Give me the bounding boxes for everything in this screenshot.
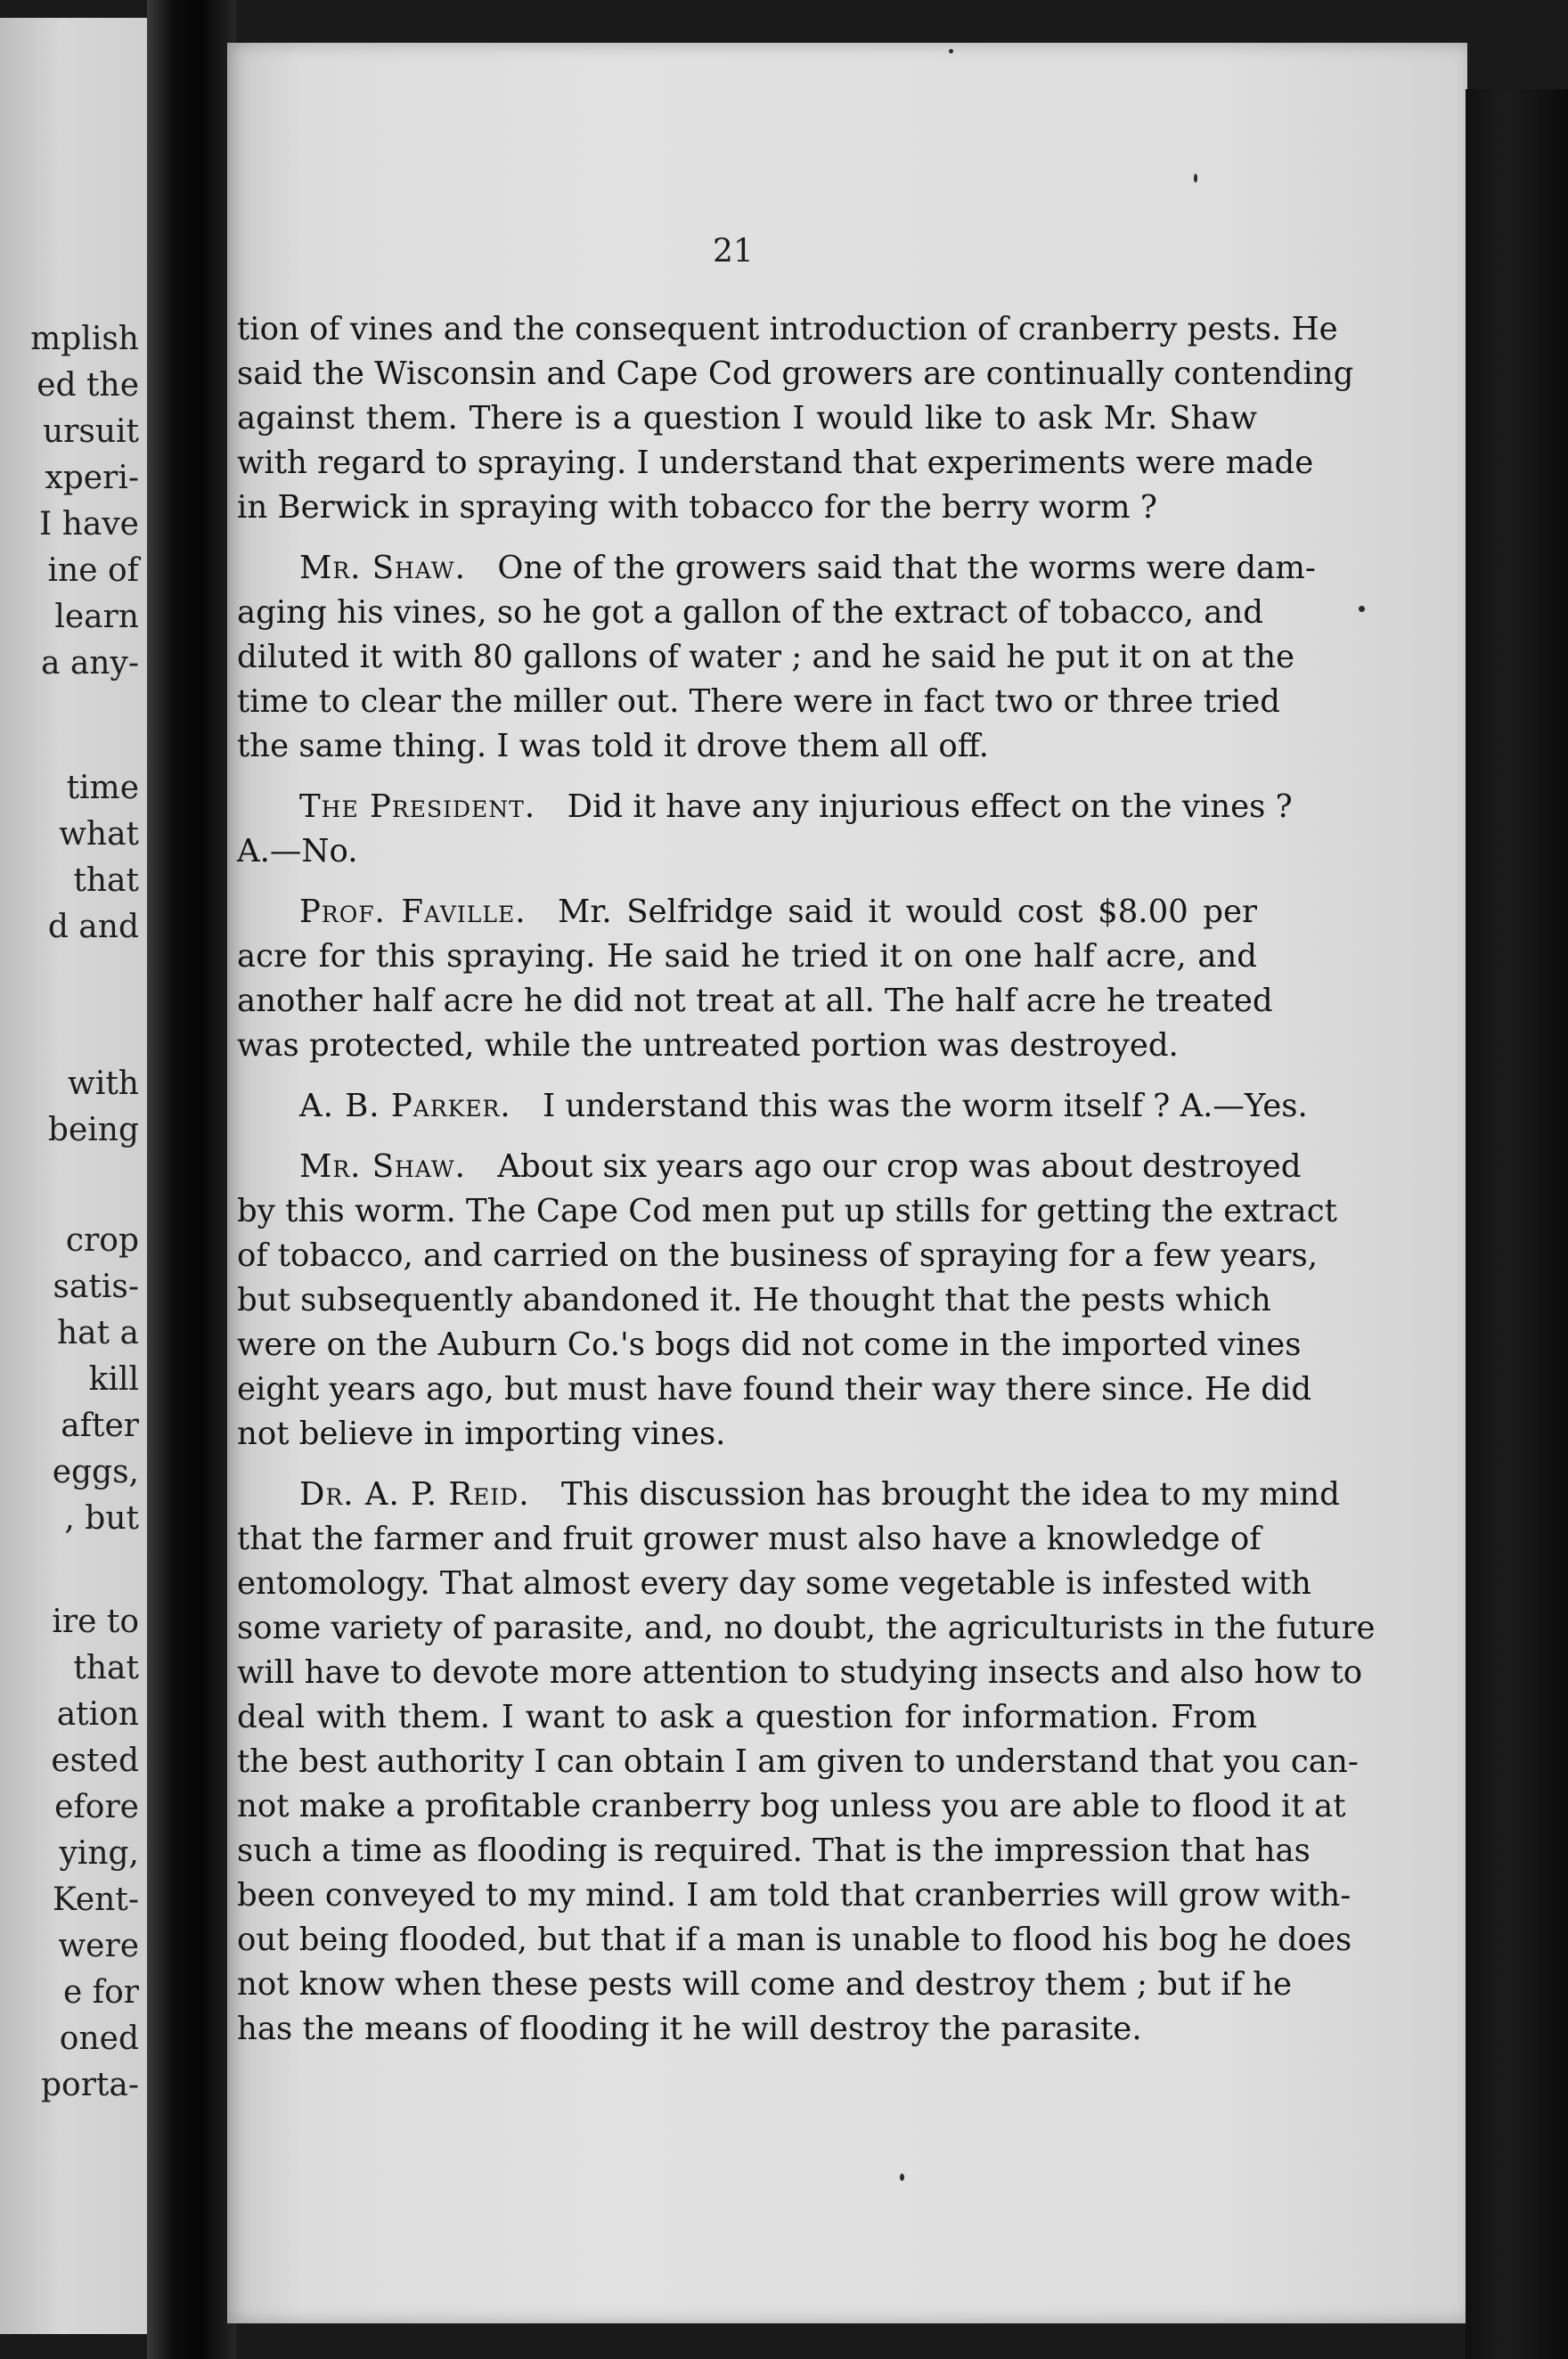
text-line: not know when these pests will come and destroy them ; but if he bbox=[237, 1966, 1292, 2003]
speech-text: One of the growers said that the worms were dam- bbox=[497, 550, 1316, 586]
text-line: time to clear the miller out. There were in fact two or three tried bbox=[237, 683, 1281, 720]
left-page-fragment: that bbox=[73, 862, 139, 899]
left-page-fragment: d and bbox=[47, 909, 139, 945]
text-line: tion of vines and the consequent introduction of cranberry pests. He bbox=[237, 311, 1338, 347]
text-line: eight years ago, but must have found their way there since. He did bbox=[237, 1371, 1312, 1408]
text-line: been conveyed to my mind. I am told that cranberries will grow with- bbox=[237, 1877, 1352, 1914]
text-line: but subsequently abandoned it. He thought that the pests which bbox=[237, 1282, 1271, 1318]
speech-text: Did it have any injurious effect on the vines ? bbox=[567, 788, 1293, 825]
text-line: aging his vines, so he got a gallon of the extract of tobacco, and bbox=[237, 594, 1264, 631]
text-line: said the Wisconsin and Cape Cod growers are continually contending bbox=[237, 355, 1354, 392]
left-page-fragment: porta- bbox=[40, 2067, 139, 2103]
left-page-edge bbox=[0, 18, 151, 2334]
text-line bbox=[237, 1145, 1302, 1189]
speaker-name: Prof. Faville. bbox=[299, 894, 527, 930]
left-page-fragment: ine of bbox=[47, 552, 139, 589]
speech-text: Mr. Selfridge said it would cost $8.00 per bbox=[558, 894, 1257, 930]
text-line: will have to devote more attention to studying insects and also how to bbox=[237, 1654, 1363, 1691]
left-page-fragment: eggs, bbox=[52, 1454, 139, 1490]
text-line: acre for this spraying. He said he tried it on one half acre, and bbox=[237, 938, 1257, 975]
paper-speck bbox=[1194, 174, 1197, 183]
left-page-fragment: crop bbox=[65, 1222, 139, 1259]
speaker-name: Mr. Shaw. bbox=[299, 1148, 466, 1185]
speaker-name: Dr. A. P. Reid. bbox=[299, 1476, 530, 1513]
left-page-fragment: ying, bbox=[59, 1835, 139, 1872]
left-page-fragment: were bbox=[58, 1928, 139, 1964]
text-line: entomology. That almost every day some vegetable is infested with bbox=[237, 1565, 1311, 1602]
text-line bbox=[237, 785, 1293, 829]
speech-text: This discussion has brought the idea to my mind bbox=[561, 1476, 1340, 1513]
text-line: some variety of parasite, and, no doubt, the agriculturists in the future bbox=[237, 1610, 1376, 1646]
right-page-edge bbox=[1466, 89, 1568, 2359]
text-line: the same thing. I was told it drove them all off. bbox=[237, 728, 989, 764]
text-line: such a time as flooding is required. That is the impression that has bbox=[237, 1833, 1311, 1869]
text-line: not make a profitable cranberry bog unless you are able to flood it at bbox=[237, 1788, 1346, 1824]
paper-speck bbox=[900, 2174, 904, 2181]
text-line bbox=[237, 1473, 1340, 1517]
left-page-fragment: ested bbox=[51, 1743, 139, 1779]
left-page-fragment: Kent- bbox=[52, 1881, 139, 1918]
left-page-fragment: ursuit bbox=[42, 413, 139, 450]
text-line: diluted it with 80 gallons of water ; and he said he put it on at the bbox=[237, 639, 1295, 675]
text-line bbox=[237, 546, 1316, 591]
left-page-fragment: a any- bbox=[40, 645, 139, 682]
left-page-fragment: being bbox=[47, 1112, 139, 1148]
left-page-fragment: ation bbox=[56, 1696, 139, 1733]
left-page-fragment: oned bbox=[59, 2020, 139, 2057]
text-line: has the means of flooding it he will destroy the parasite. bbox=[237, 2011, 1142, 2047]
text-line: against them. There is a question I would like to ask Mr. Shaw bbox=[237, 400, 1257, 437]
left-page-fragment: time bbox=[66, 770, 139, 806]
left-page-fragment: that bbox=[73, 1650, 139, 1686]
paper-speck bbox=[1359, 606, 1365, 612]
book-gutter bbox=[147, 0, 236, 2359]
speaker-name: The President. bbox=[299, 788, 536, 825]
speaker-name: A. B. Parker. bbox=[299, 1088, 511, 1124]
page-number: 21 bbox=[713, 233, 754, 270]
text-line: in Berwick in spraying with tobacco for the berry worm ? bbox=[237, 489, 1157, 526]
left-page-fragment: what bbox=[59, 816, 139, 853]
left-page-fragment: ed the bbox=[37, 367, 139, 404]
paper-speck bbox=[949, 49, 953, 53]
left-page-fragment: xperi- bbox=[45, 460, 139, 496]
left-page-fragment: mplish bbox=[30, 321, 139, 357]
left-page-fragment: efore bbox=[54, 1789, 139, 1825]
text-line bbox=[237, 1084, 1308, 1129]
speaker-name: Mr. Shaw. bbox=[299, 550, 466, 586]
text-line: were on the Auburn Co.'s bogs did not come in the imported vines bbox=[237, 1326, 1302, 1363]
left-page-fragment: learn bbox=[54, 599, 139, 635]
text-line: not believe in importing vines. bbox=[237, 1416, 726, 1452]
text-line: was protected, while the untreated portion was destroyed. bbox=[237, 1027, 1179, 1064]
text-line: with regard to spraying. I understand that experiments were made bbox=[237, 445, 1314, 481]
text-line: the best authority I can obtain I am given to understand that you can- bbox=[237, 1743, 1359, 1780]
left-page-fragment: satis- bbox=[53, 1269, 139, 1305]
speech-text: I understand this was the worm itself ? A.—Yes. bbox=[543, 1088, 1308, 1124]
left-page-fragment: after bbox=[61, 1408, 139, 1444]
text-line: another half acre he did not treat at all. The half acre he treated bbox=[237, 983, 1273, 1019]
text-line: deal with them. I want to ask a question for information. From bbox=[237, 1699, 1257, 1735]
left-page-fragment: I have bbox=[39, 506, 139, 543]
text-line bbox=[237, 890, 1257, 935]
text-line: of tobacco, and carried on the business of spraying for a few years, bbox=[237, 1237, 1319, 1274]
text-line: A.—No. bbox=[237, 833, 358, 869]
left-page-fragment: hat a bbox=[56, 1315, 139, 1351]
left-page-fragment: kill bbox=[88, 1361, 139, 1398]
left-page-fragment: e for bbox=[63, 1974, 139, 2011]
text-line: that the farmer and fruit grower must also have a knowledge of bbox=[237, 1521, 1262, 1557]
left-page-fragment: ire to bbox=[52, 1604, 139, 1640]
text-line: out being flooded, but that if a man is unable to flood his bog he does bbox=[237, 1922, 1352, 1958]
left-page-fragment: with bbox=[68, 1065, 139, 1102]
left-page-fragment: , but bbox=[64, 1500, 139, 1537]
speech-text: About six years ago our crop was about destroyed bbox=[497, 1148, 1302, 1185]
text-line: by this worm. The Cape Cod men put up stills for getting the extract bbox=[237, 1193, 1337, 1229]
